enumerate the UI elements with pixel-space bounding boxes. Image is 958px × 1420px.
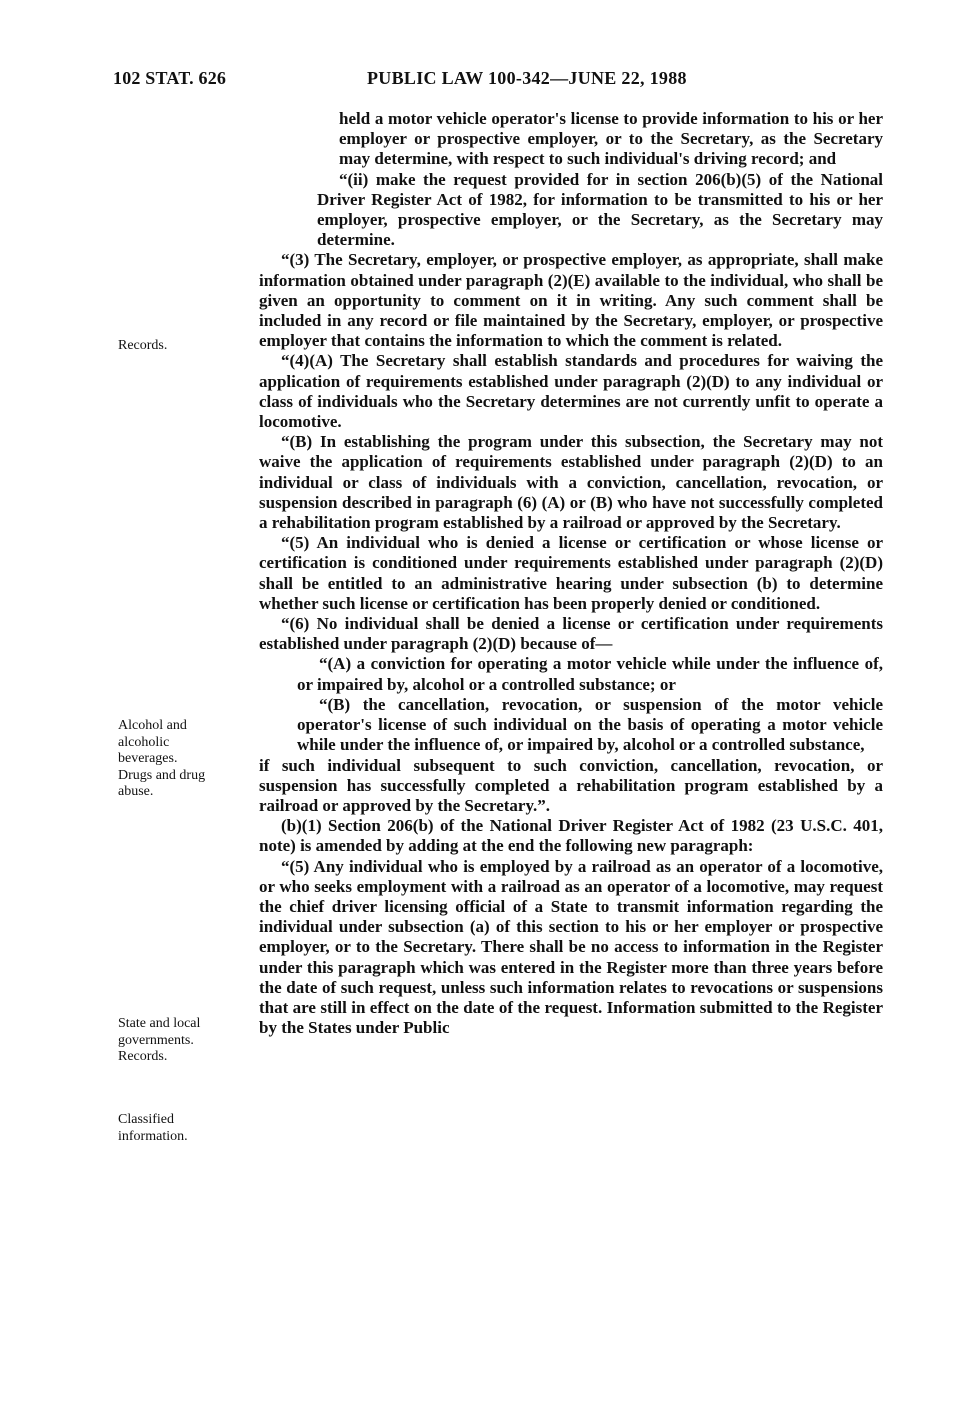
paragraph-continuation: held a motor vehicle operator's license to provide information to his or her employer or prospective employer, or to the Secretary, as the Secretary may determine, with respect to such individual's driving record; and (339, 109, 883, 169)
paragraph-5: “(5) An individual who is denied a license or certification or whose license or certification is conditioned under requirements established under paragraph (2)(D) shall be entitled to an administrative hearing under subsection (b) to determine whether such license or certification has been properly denied or conditioned. (259, 533, 883, 613)
paragraph-6-tail: if such individual subsequent to such conviction, cancellation, revocation, or suspension has successfully completed a rehabilitation program established by a railroad or approved by the Secretary.”. (259, 755, 883, 815)
margin-note-alcohol-drugs: Alcohol and alcoholic beverages. Drugs and drug abuse. (118, 718, 206, 799)
paragraph-ii: “(ii) make the request provided for in section 206(b)(5) of the National Driver Register Act of 1982, for information to be transmitted to his or her employer, prospective employer, or the Secretary, as the Secretary may determine. (317, 169, 883, 250)
page-title: PUBLIC LAW 100-342—JUNE 22, 1988 (367, 68, 687, 88)
paragraph-b1: (b)(1) Section 206(b) of the National Driver Register Act of 1982 (23 U.S.C. 401, note) is amended by adding at the end the following new paragraph: (259, 816, 883, 856)
margin-note-records: Records. (118, 338, 168, 353)
paragraph-3: “(3) The Secretary, employer, or prospective employer, as appropriate, shall make information obtained under paragraph (2)(E) available to the individual, who shall be given an opportunity to comment on it in writing. Any such comment shall be included in any record or file maintained by the Secretary, employer, or prospective employer that contains the information to which the comment is related. (259, 250, 883, 351)
paragraph-4a: “(4)(A) The Secretary shall establish standards and procedures for waiving the application of requirements established under paragraph (2)(D) to any individual or class of individuals who the Secretary determines are not currently unfit to operate a locomotive. (259, 351, 883, 432)
paragraph-6a: “(A) a conviction for operating a motor vehicle while under the influence of, or impaired by, alcohol or a controlled substance; or (297, 654, 883, 694)
paragraph-new-5: “(5) Any individual who is employed by a railroad as an operator of a locomotive, or who seeks employment with a railroad as an operator of a locomotive, may request the chief driver licensing official of a State to transmit information regarding the individual under subsection (a) of this section to his or her employer or prospective employer, or to the Secretary. There shall be no access to information in the Register under this paragraph which was entered in the Register more than three years before the date of such request, unless such information relates to revocations or suspensions that are still in effect on the date of the request. Information submitted to the Register by the States under Public (259, 856, 883, 1038)
margin-note-classified: Classified information. (118, 1112, 188, 1144)
statute-body (259, 109, 883, 1038)
page-reference: 102 STAT. 626 (113, 68, 227, 88)
paragraph-6b: “(B) the cancellation, revocation, or suspension of the motor vehicle operator's license of such individual on the basis of operating a motor vehicle while under the influence of, or impaired by, alcohol or a controlled substance, (297, 694, 883, 755)
paragraph-4b: “(B) In establishing the program under this subsection, the Secretary may not waive the application of requirements established under paragraph (2)(D) to an individual or class of individuals with a conviction, cancellation, revocation, or suspension described in paragraph (6) (A) or (B) who have not successfully completed a rehabilitation program established by a railroad or approved by the Secretary. (259, 432, 883, 533)
margin-note-state-local: State and local governments. Records. (118, 1016, 201, 1064)
paragraph-6: “(6) No individual shall be denied a license or certification under requirements established under paragraph (2)(D) because of— (259, 614, 883, 654)
